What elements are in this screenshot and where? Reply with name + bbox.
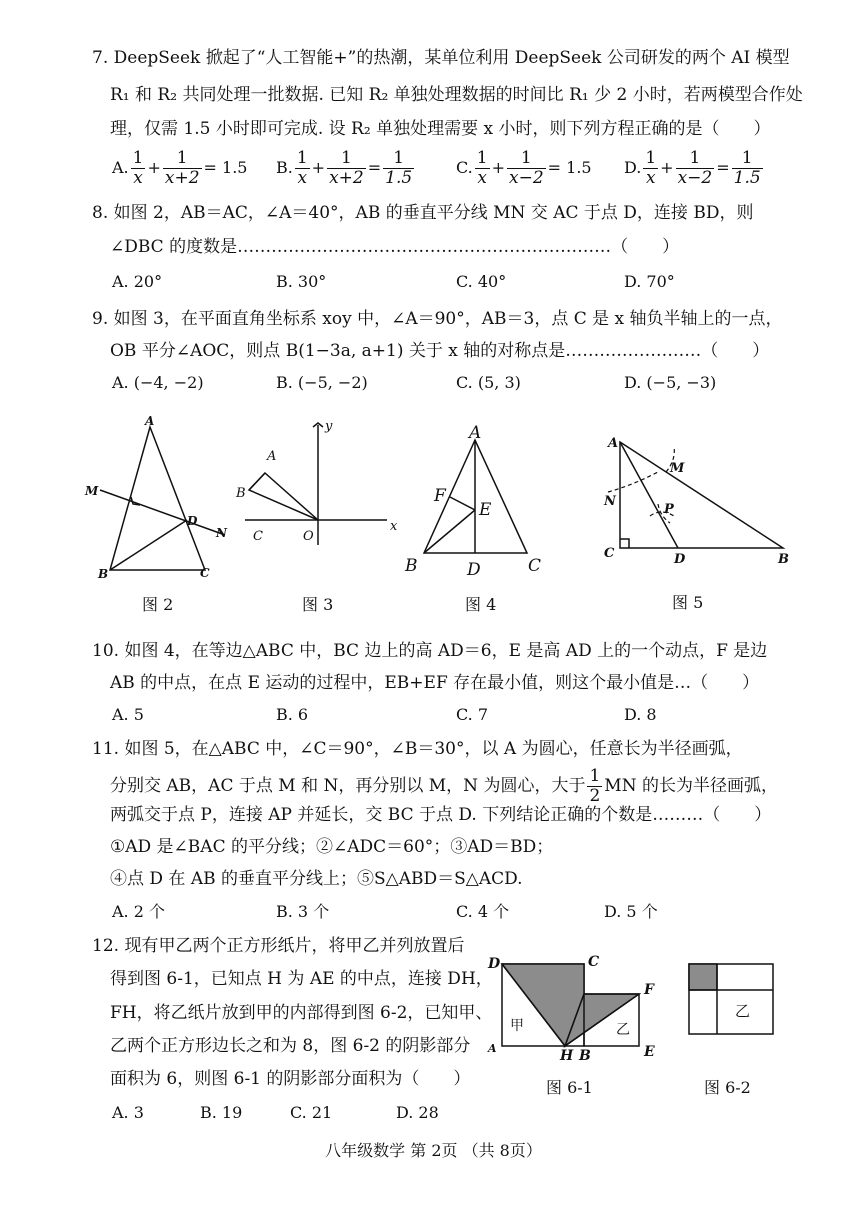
q7-plus: + (491, 158, 505, 177)
fig61-label-c: C (588, 954, 600, 970)
fig61-label-yi: 乙 (616, 1022, 630, 1038)
q9-line-2: OB 平分∠AOC，则点 B(1−3a, a+1) 关于 x 轴的对称点是……………………（ ） (110, 341, 770, 361)
q9-option-b: B. (−5, −2) (276, 373, 368, 392)
q7-option-label: A. (112, 158, 129, 177)
fig5-label-d: D (674, 552, 686, 567)
q7-fraction-2: $\frac{1}{x-2}$ (509, 148, 544, 188)
q7-line-1: 7. DeepSeek 掀起了“人工智能+”的热潮，某单位利用 DeepSeek 公司研发的两个 AI 模型 (92, 48, 790, 68)
q11-option-b: B. 3 个 (276, 902, 330, 921)
q7-fraction-1: $\frac{1}{x}$ (645, 148, 657, 188)
fig4-label-c: C (528, 556, 542, 576)
q11-option-d: D. 5 个 (604, 902, 658, 921)
figure-4-caption: 图 4 (465, 595, 497, 614)
fig61-label-a: A (488, 1042, 497, 1055)
q12-line-5: 面积为 6，则图 6-1 的阴影部分面积为（ ） (110, 1069, 471, 1089)
q12-option-a: A. 3 (112, 1103, 144, 1122)
fig61-label-e: E (644, 1044, 655, 1060)
q7-rhs: = (716, 158, 730, 177)
q10-option-c: C. 7 (456, 705, 489, 724)
q10-line-2: AB 的中点，在点 E 运动的过程中，EB+EF 存在最小值，则这个最小值是…（ ） (110, 673, 760, 693)
q7-option-label: B. (276, 158, 293, 177)
q7-fraction-1: $\frac{1}{x}$ (476, 148, 488, 188)
figure-3 (235, 415, 405, 555)
page-footer: 八年级数学 第 2页 （共 8页） (325, 1141, 542, 1160)
q7-fraction-2: $\frac{1}{x-2}$ (677, 148, 713, 188)
q11-option-c: C. 4 个 (456, 902, 510, 921)
q10-option-b: B. 6 (276, 705, 309, 724)
q7-fraction-1: $\frac{1}{x}$ (132, 148, 144, 188)
fig3-label-c: C (253, 529, 263, 544)
fig3-label-o: O (303, 529, 314, 544)
q9-option-d: D. (−5, −3) (624, 373, 717, 392)
q7-fraction-1: $\frac{1}{x}$ (296, 148, 308, 188)
q7-option-d (624, 146, 765, 190)
fig3-label-a: A (267, 449, 277, 464)
figure-6-2 (685, 960, 780, 1040)
fig5-label-m: M (670, 461, 685, 476)
q7-fraction-2: $\frac{1}{x+2}$ (164, 148, 200, 188)
fig3-label-y: y (325, 419, 333, 434)
q11-fraction (587, 767, 602, 806)
q8-option-b: B. 30° (276, 272, 327, 291)
q12-line-1: 12. 现有甲乙两个正方形纸片，将甲乙并列放置后 (92, 936, 465, 956)
q10-option-a: A. 5 (112, 705, 144, 724)
figure-2 (80, 415, 240, 585)
q11-line-5: ④点 D 在 AB 的垂直平分线上；⑤S△ABD＝S△ACD. (110, 869, 523, 889)
fig4-label-e: E (479, 500, 492, 520)
q11-line-2a: 分别交 AB，AC 于点 M 和 N，再分别以 M，N 为圆心，大于 (110, 776, 586, 796)
fig4-label-f: F (434, 486, 446, 506)
fig4-label-a: A (469, 423, 482, 443)
q7-rhs: = (367, 158, 382, 177)
fig5-label-c: C (604, 546, 615, 561)
q8-line-2: ∠DBC 的度数是…………………………………………………………（ ） (110, 237, 680, 257)
q7-option-b (276, 146, 416, 190)
q12-line-4: 乙两个正方形边长之和为 8，图 6-2 的阴影部分 (110, 1036, 471, 1056)
q7-line-2: R₁ 和 R₂ 共同处理一批数据. 已知 R₂ 单独处理数据的时间比 R₁ 少 2 小时，若两模型合作处 (110, 85, 803, 105)
fig61-label-d: D (488, 956, 501, 972)
q7-plus: + (660, 158, 674, 177)
q7-fraction-rhs: $\frac{1}{1.5}$ (733, 148, 761, 188)
q8-line-1: 8. 如图 2，AB＝AC，∠A＝40°，AB 的垂直平分线 MN 交 AC 于点 D，连接 BD，则 (92, 203, 754, 223)
fig2-label-n: N (216, 526, 227, 540)
q7-plus: + (311, 158, 326, 177)
q12-line-3: FH，将乙纸片放到甲的内部得到图 6-2，已知甲、 (110, 1003, 493, 1023)
fig3-label-x: x (390, 519, 398, 534)
fig4-label-d: D (467, 560, 481, 580)
figure-3-caption: 图 3 (302, 595, 334, 614)
q11-line-2b: MN 的长为半径画弧， (604, 776, 778, 796)
q11-line-3: 两弧交于点 P，连接 AP 并延长，交 BC 于点 D. 下列结论正确的个数是………（ ） (110, 805, 772, 825)
q7-fraction-2: $\frac{1}{x+2}$ (329, 148, 364, 188)
q11-line-4: ①AD 是∠BAC 的平分线；②∠ADC＝60°；③AD＝BD； (110, 837, 554, 857)
q10-option-d: D. 8 (624, 705, 657, 724)
fig61-label-h: H (560, 1048, 574, 1062)
fig2-label-c: C (200, 566, 210, 580)
fig5-label-b: B (778, 552, 789, 567)
fig2-label-b: B (98, 567, 109, 581)
figure-6-1-caption: 图 6-1 (546, 1078, 593, 1097)
figure-4 (400, 415, 560, 580)
q9-line-1: 9. 如图 3，在平面直角坐标系 xoy 中，∠A＝90°，AB＝3，点 C 是 x 轴负半轴上的一点， (92, 309, 783, 329)
q12-option-b: B. 19 (200, 1103, 243, 1122)
fig3-label-b: B (236, 486, 246, 501)
q7-option-label: D. (624, 158, 642, 177)
fig61-label-b: B (579, 1048, 591, 1062)
fig2-label-m: M (85, 484, 99, 498)
q7-plus: + (147, 158, 161, 177)
q9-option-c: C. (5, 3) (456, 373, 521, 392)
q7-option-a (112, 146, 247, 190)
q11-line-1: 11. 如图 5，在△ABC 中，∠C＝90°，∠B＝30°，以 A 为圆心，任意长为半径画弧， (92, 739, 743, 759)
q7-rhs: = 1.5 (547, 158, 592, 177)
figure-5-caption: 图 5 (672, 593, 704, 612)
fig62-label-yi: 乙 (735, 1002, 751, 1020)
fig5-label-a: A (608, 436, 619, 451)
q7-option-label: C. (456, 158, 473, 177)
figure-2-caption: 图 2 (142, 595, 174, 614)
q7-fraction-rhs: $\frac{1}{1.5}$ (385, 148, 413, 188)
figure-6-2-caption: 图 6-2 (704, 1078, 751, 1097)
q11-option-a: A. 2 个 (112, 902, 165, 921)
q11-fraction-num: 1 (589, 766, 601, 786)
q12-option-c: C. 21 (290, 1103, 333, 1122)
q8-option-c: C. 40° (456, 272, 507, 291)
q12-option-d: D. 28 (396, 1103, 439, 1122)
figure-6-1 (484, 952, 664, 1062)
q8-option-a: A. 20° (112, 272, 163, 291)
q7-line-3: 理，仅需 1.5 小时即可完成. 设 R₂ 单独处理需要 x 小时，则下列方程正确的是（ ） (110, 119, 771, 139)
fig4-label-b: B (405, 556, 418, 576)
fig61-label-f: F (644, 982, 654, 998)
q9-option-a: A. (−4, −2) (112, 373, 204, 392)
fig61-label-jia: 甲 (510, 1018, 524, 1034)
figure-5 (598, 430, 798, 570)
q7-rhs: = 1.5 (203, 158, 248, 177)
q11-fraction-den: 2 (589, 786, 601, 806)
q12-line-2: 得到图 6-1，已知点 H 为 AE 的中点，连接 DH， (110, 969, 493, 989)
fig2-label-a: A (145, 415, 155, 428)
q8-option-d: D. 70° (624, 272, 675, 291)
q7-option-c (456, 146, 592, 190)
q10-line-1: 10. 如图 4，在等边△ABC 中，BC 边上的高 AD＝6，E 是高 AD 上的一个动点，F 是边 (92, 641, 768, 661)
fig5-label-n: N (604, 494, 616, 509)
fig5-label-p: P (664, 502, 674, 517)
q11-line-2 (110, 764, 778, 808)
fig2-label-d: D (187, 514, 198, 528)
